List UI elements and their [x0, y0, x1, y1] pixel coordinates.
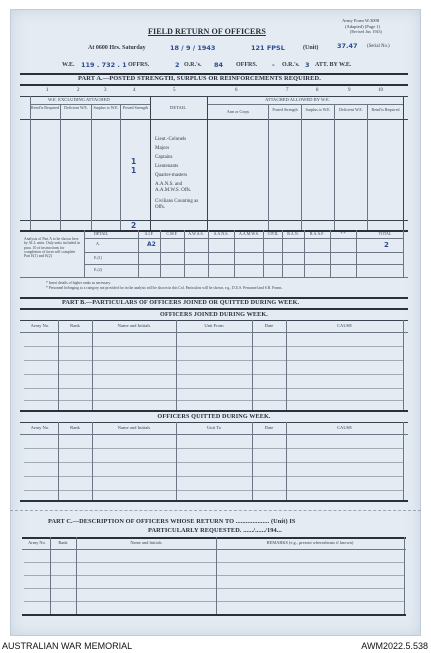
joined-vline — [286, 320, 287, 410]
form-title: FIELD RETURN OF OFFICERS — [148, 27, 266, 36]
part-c-col-name: Name and Initials — [130, 540, 162, 545]
col-reinf-required: Reinf'ts Required — [31, 105, 59, 110]
part-c-row-rule — [24, 601, 404, 602]
part-b-heading: PART B.—PARTICULARS OF OFFICERS JOINED OR QUITTED DURING WEEK. — [62, 299, 300, 306]
quitted-cols-rule — [20, 434, 408, 435]
grid-vline — [301, 104, 302, 230]
quitted-col-date: Date — [264, 425, 274, 430]
we-label: W.E. — [62, 62, 75, 68]
part-c-col-remarks: REMARKS (e.g., present whereabouts if known) — [266, 540, 354, 545]
rank-captains: Captains — [155, 155, 173, 160]
quitted-col-name: Name and Initials — [117, 425, 151, 430]
rank-aans-aamws: A.A.N.S. and A.A.M.W.S. Offs. — [155, 182, 192, 193]
grid-vline — [91, 104, 92, 230]
joined-vline — [403, 320, 404, 410]
joined-cols-rule — [20, 332, 408, 333]
quitted-col-rank: Rank — [70, 425, 80, 430]
joined-col-date: Date — [264, 323, 274, 328]
footnote-1: * Insert details of higher ranks as necessary. — [46, 281, 111, 285]
col-att-surplus: Surplus to W.E. — [305, 107, 331, 112]
archive-footer — [0, 640, 431, 653]
col-arm-corps: Arm or Corps — [226, 109, 250, 114]
part-c-heading-1: PART C.—DESCRIPTION OF OFFICERS WHOSE RETURN TO .................... (Unit) IS — [48, 518, 296, 525]
posted-total: 2 — [131, 221, 137, 230]
col-number-3: 3 — [104, 88, 107, 93]
joined-row-rule — [24, 374, 403, 375]
quitted-rule-top — [20, 410, 408, 412]
footnote-2: * Personnel belonging to a category not provided for in the analysis will be shown in this Col. Particulars will be shown, e.g., D.U.S. Personnel and S.R. Forms. — [46, 286, 283, 290]
part-c-vline — [216, 537, 217, 614]
analysis-other: * * — [340, 231, 346, 236]
joined-row-rule — [24, 400, 403, 401]
analysis-awas: A.W.A.S. — [188, 231, 204, 236]
rank-majors: Majors — [155, 146, 170, 151]
part-c-vline — [50, 537, 51, 614]
we-excluding-attached: W.E. EXCLUDING ATTACHED — [48, 97, 110, 102]
analysis-aamws: A.A.M.W.S. — [239, 231, 259, 236]
posted-lieutenants: 1 — [131, 166, 137, 175]
part-c-vline — [76, 537, 77, 614]
fold-line — [10, 510, 421, 511]
ors-value: 84 — [214, 61, 224, 69]
header-bottom-rule — [20, 119, 408, 120]
quitted-col-unit-to: Unit To — [206, 425, 221, 430]
analysis-cmf: C.M.F. — [166, 231, 178, 236]
rank-civilians: Civilians Counting as Offs. — [155, 199, 199, 210]
grid-vline — [207, 96, 208, 230]
grid-vline — [150, 96, 151, 230]
ors2-label: O.R.'s. — [282, 62, 300, 68]
army-form-no: Army Form W.3008 — [342, 18, 380, 23]
we-value: 119 . 732 . 1 — [81, 61, 127, 69]
grid-vline — [120, 104, 121, 230]
part-a-rule-bottom — [20, 84, 408, 86]
analysis-vline — [282, 230, 283, 277]
part-c-rule-bottom — [22, 614, 406, 616]
analysis-vline — [184, 230, 185, 277]
joined-col-rank: Rank — [70, 323, 80, 328]
analysis-aif: A.I.F. — [144, 231, 154, 236]
col-number-2: 2 — [77, 88, 80, 93]
part-c-cols-rule — [22, 549, 406, 550]
analysis-row-e1: E.(1) — [94, 255, 103, 260]
ranks-bottom-rule — [20, 220, 408, 221]
col-number-10: 10 — [378, 88, 383, 93]
part-b-rule-mid — [20, 308, 408, 310]
col-surplus-we: Surplus to W.E. — [93, 105, 119, 110]
analysis-detail: DETAIL — [93, 231, 109, 236]
col-number-8: 8 — [316, 88, 319, 93]
joined-row-rule — [24, 360, 403, 361]
quitted-vline — [286, 422, 287, 500]
analysis-vline — [330, 230, 331, 277]
joined-col-cause: CAUSE — [336, 323, 353, 328]
rank-quarter-masters: Quarter-masters — [155, 173, 188, 178]
analysis-total-value: 2 — [384, 241, 389, 249]
analysis-row-e2: E.(2) — [94, 267, 103, 272]
quitted-col-cause: CAUSE — [336, 425, 353, 430]
footer-institution: AUSTRALIAN WAR MEMORIAL — [2, 641, 133, 651]
col-att-reinf: Reinf'ts Required — [371, 107, 400, 112]
quitted-vline — [176, 422, 177, 500]
quitted-row-rule — [24, 462, 403, 463]
offrs2-value: - — [272, 61, 275, 69]
quitted-vline — [92, 422, 93, 500]
joined-vline — [58, 320, 59, 410]
grid-vline — [268, 104, 269, 230]
part-c-row-rule — [24, 588, 404, 589]
joined-vline — [252, 320, 253, 410]
col-posted-strength: Posted Strength — [122, 105, 149, 110]
joined-vline — [176, 320, 177, 410]
part-c-row-rule — [24, 562, 404, 563]
joined-row-rule — [24, 346, 403, 347]
col-number-4: 4 — [133, 88, 136, 93]
posted-captains: 1 — [131, 157, 137, 166]
ors-label: O.R.'s. — [184, 62, 202, 68]
quitted-vline — [403, 422, 404, 500]
grid-vline — [403, 96, 404, 230]
analysis-vline — [208, 230, 209, 277]
analysis-vline — [304, 230, 305, 277]
rank-lieutenants: Lieutenants — [155, 164, 179, 169]
rank-lieut-colonels: Lieut.-Colonels — [155, 137, 187, 142]
serial-no: 37.47 — [337, 42, 358, 50]
col-deficient-we: Deficient W.E. — [64, 105, 88, 110]
joined-col-army-no: Army No. — [30, 323, 50, 328]
part-c-heading-2: PARTICULARLY REQUESTED. ....../....../194... — [148, 527, 282, 534]
grid-vline — [334, 104, 335, 230]
analysis-vline — [84, 230, 85, 277]
quitted-col-army-no: Army No. — [30, 425, 50, 430]
col-number-9: 9 — [348, 88, 351, 93]
analysis-vline — [403, 230, 404, 277]
col-number-6: 6 — [235, 88, 238, 93]
joined-heading: OFFICERS JOINED DURING WEEK. — [160, 311, 268, 318]
unit-name: 121 FPSL — [251, 44, 285, 52]
offrs2-label: OFFRS. — [236, 62, 258, 68]
part-b-rule-bottom — [20, 500, 408, 502]
grid-vline — [60, 104, 61, 230]
analysis-note: Analysis of Part A to be shown here by ALL units. Only units included in para. 10 of instructions for completion of form will complete Part E(1) and E(2) — [24, 237, 80, 259]
part-a-heading: PART A.—POSTED STRENGTH, SURPLUS OR REINFORCEMENTS REQUIRED. — [78, 75, 321, 82]
analysis-aans: A.A.N.S. — [213, 231, 229, 236]
army-form-revised: (Revised Jan. 1943) — [350, 29, 382, 34]
quitted-heading: OFFICERS QUITTED DURING WEEK. — [157, 413, 271, 420]
grid-vline — [30, 96, 31, 230]
col-number-7: 7 — [286, 88, 289, 93]
col-att-deficient: Deficient W.E. — [339, 107, 363, 112]
part-c-vline — [404, 537, 405, 614]
col-number-1: 1 — [46, 88, 49, 93]
analysis-civil: CIVIL — [267, 231, 279, 236]
joined-col-unit-from: Unit From — [204, 323, 224, 328]
footer-accession: AWM2022.5.538 — [361, 641, 428, 651]
analysis-ran: R.A.N. — [287, 231, 299, 236]
analysis-row-a: A. — [96, 241, 100, 246]
col-number-5: 5 — [173, 88, 176, 93]
quitted-row-rule — [24, 490, 403, 491]
quitted-vline — [252, 422, 253, 500]
joined-col-name: Name and Initials — [117, 323, 151, 328]
at-label: At 0600 Hrs. Saturday — [88, 45, 146, 51]
analysis-vline — [160, 230, 161, 277]
att-label: ATT. BY W.E. — [315, 62, 352, 68]
analysis-vline — [138, 230, 139, 277]
analysis-vline — [356, 230, 357, 277]
offrs-value: 2 — [175, 61, 180, 69]
joined-heading-rule — [20, 320, 408, 321]
att-sub-rule — [208, 104, 403, 105]
analysis-aif-value: A2 — [147, 241, 156, 248]
analysis-bottom-rule — [20, 277, 408, 278]
analysis-vline — [234, 230, 235, 277]
army-form-adapted: (Adapted) (Page 1) — [345, 24, 381, 29]
quitted-row-rule — [24, 476, 403, 477]
return-date: 18 / 9 / 1943 — [170, 44, 216, 52]
offrs-label: OFFRS. — [128, 62, 150, 68]
quitted-vline — [58, 422, 59, 500]
serial-label: (Serial No.) — [367, 44, 390, 49]
part-c-row-rule — [24, 575, 404, 576]
quitted-heading-rule — [20, 422, 408, 423]
joined-vline — [92, 320, 93, 410]
part-c-rule-top — [22, 537, 406, 539]
ors2-value: 3 — [305, 61, 310, 69]
unit-label: (Unit) — [303, 45, 319, 51]
part-c-col-army-no: Army No. — [28, 540, 46, 545]
analysis-vline — [263, 230, 264, 277]
detail-header: DETAIL — [170, 105, 187, 110]
attached-allowed: ATTACHED ALLOWED BY W.E. — [265, 97, 330, 102]
col-att-posted-strength: Posted Strength — [272, 107, 298, 112]
joined-row-rule — [24, 388, 403, 389]
analysis-total: TOTAL — [378, 231, 392, 236]
analysis-raaf: R.A.A.F. — [309, 231, 325, 236]
quitted-row-rule — [24, 448, 403, 449]
grid-vline — [367, 104, 368, 230]
part-c-col-rank: Rank — [58, 540, 68, 545]
